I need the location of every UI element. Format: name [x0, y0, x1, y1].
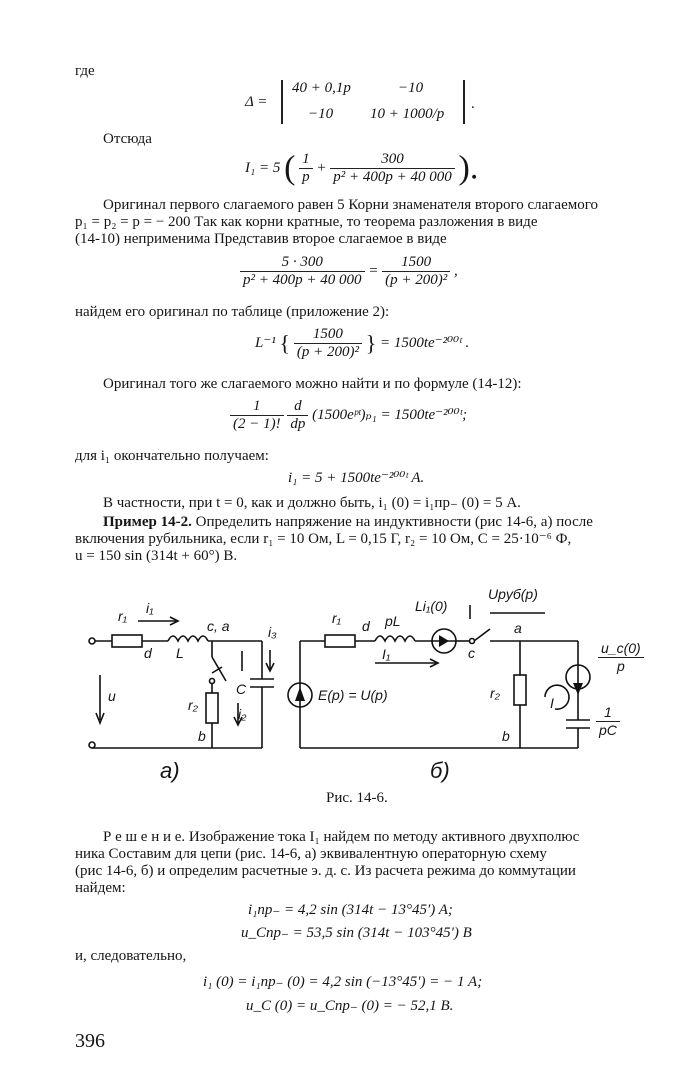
- para-10: u = 150 sin (314t + 60°) B.: [75, 548, 238, 564]
- fig-b-uc-num: u_c(0): [598, 640, 644, 658]
- det-bar-right: [463, 80, 465, 124]
- fig-a-ca: c, a: [207, 618, 230, 634]
- para-8: [103, 514, 593, 531]
- eq-uc-zero: u_C (0) = u_Cпр₋ (0) = − 52,1 B.: [246, 998, 454, 1014]
- e2-den: (p + 200)²: [296, 344, 359, 360]
- det-bar-left: [281, 80, 283, 124]
- matrix-22: 10 + 1000/p: [370, 106, 445, 122]
- para-3: (14-10) неприменима Представив второе слагаемое в виде: [75, 231, 447, 247]
- fig-a-i1: i₁: [146, 600, 154, 616]
- word-gde: где: [75, 63, 95, 79]
- fig-b-a: a: [514, 620, 522, 636]
- e3-den1: (2 − 1)!: [233, 416, 281, 432]
- e1-eq: =: [368, 262, 379, 279]
- para-6: для i₁ окончательно получаем:: [75, 448, 269, 464]
- e3-num2: d: [287, 398, 308, 416]
- fig-b-Li1: Li₁(0): [415, 598, 448, 614]
- fig-a-label: a): [160, 758, 180, 783]
- fig-a-i3: i₃: [268, 624, 277, 640]
- fig-a-b: b: [198, 728, 206, 744]
- e1-num2: 1500: [382, 254, 450, 272]
- e3-mid: (1500eᵖᵗ)ₚ₁: [312, 406, 377, 423]
- e2-num: 1500: [294, 326, 362, 344]
- fig-b-uc: [598, 640, 644, 675]
- para-7: В частности, при t = 0, как и должно быть, i₁ (0) = i₁пр₋ (0) = 5 A.: [103, 495, 521, 511]
- fig-b-r1: r₁: [332, 610, 342, 626]
- para-14: найдем:: [75, 880, 126, 896]
- e1-num: 5 · 300: [240, 254, 365, 272]
- fig-b-b: b: [502, 728, 510, 744]
- i1-frac2-den: p² + 400p + 40 000: [333, 169, 452, 186]
- i1-plus: +: [316, 160, 327, 176]
- e3-den2: dp: [290, 416, 306, 432]
- period: .: [471, 96, 475, 112]
- fig-b-cap-num: 1: [596, 704, 620, 722]
- fig-b-label: б): [430, 758, 450, 783]
- fig-b-I: I: [550, 695, 554, 711]
- para-5: Оригинал того же слагаемого можно найти и по формуле (14-12):: [103, 376, 522, 392]
- eq-residue: [230, 398, 467, 433]
- para-12: ника Составим для цепи (рис. 14-6, а) эквивалентную операторную схему: [75, 846, 547, 862]
- fig-a-i2: i₂: [238, 706, 247, 722]
- word-otsyuda: Отсюда: [103, 131, 152, 147]
- matrix-11: 40 + 0,1p: [292, 80, 351, 96]
- fig-b-cap: [596, 704, 620, 739]
- fig-b-I1: I₁: [382, 646, 391, 662]
- matrix-12: −10: [398, 80, 424, 96]
- i1-equation: I₁ = 5 ( $\frac{1}{p}$ + $\frac{300}{\text{p² + 400p + 40 000}}$ ).: [245, 149, 479, 187]
- fig-a-u: u: [108, 688, 116, 704]
- page-number: 396: [75, 1030, 105, 1052]
- e3-rhs: = 1500te⁻²⁰⁰ᵗ;: [380, 406, 468, 423]
- fig-b-uc-den: p: [616, 658, 625, 674]
- fig-a-r2: r₂: [188, 697, 199, 713]
- e1-den: p² + 400p + 40 000: [243, 272, 362, 288]
- e1-den2: (p + 200)²: [385, 272, 448, 288]
- i1-frac1-num: 1: [299, 151, 313, 169]
- example-text: Определить напряжение на индуктивности (рис 14-6, а) после: [191, 514, 593, 530]
- eq-i1-pre: i₁пр₋ = 4,2 sin (314t − 13°45′) A;: [248, 902, 453, 918]
- eq-i1-final: i₁ = 5 + 1500te⁻²⁰⁰ᵗ A.: [288, 470, 425, 486]
- eq-i1-zero: i₁ (0) = i₁пр₋ (0) = 4,2 sin (−13°45′) = − 1 A;: [203, 974, 483, 990]
- para-13: (рис 14-6, б) и определим расчетные э. д. с. Из расчета режима до коммутации: [75, 863, 576, 879]
- fig-a-L: L: [176, 645, 184, 661]
- fig-b-E: E(p) = U(p): [318, 687, 388, 703]
- para-9: включения рубильника, если r₁ = 10 Ом, L = 0,15 Г, r₂ = 10 Ом, C = 25·10⁻⁶ Ф,: [75, 531, 572, 547]
- eq-uc-pre: u_Cпр₋ = 53,5 sin (314t − 103°45′) B: [241, 925, 472, 941]
- i1-lhs: I₁ = 5: [245, 160, 281, 176]
- e2-rhs: = 1500te⁻²⁰⁰ᵗ .: [380, 334, 470, 351]
- fig-b-cap-den: pC: [599, 722, 617, 738]
- fig-a-d: d: [144, 645, 152, 661]
- eq-fraction-split: $\frac{5 \cdot 300}{\text{p² + 400p + 40 000}}$ = $\frac{1500}{\text{(p + 200)²}}$ ,: [240, 254, 458, 289]
- fig-b-r2: r₂: [490, 685, 501, 701]
- i1-frac1-den: p: [302, 169, 310, 186]
- fig-b-d: d: [362, 618, 370, 634]
- para-2: p₁ = p₂ = p = − 200 Так как корни кратные, то теорема разложения в виде: [75, 214, 538, 230]
- example-label: Пример 14-2.: [103, 514, 192, 530]
- delta-lhs: Δ =: [245, 94, 268, 110]
- fig-b-pL: pL: [385, 613, 401, 629]
- fig-a-C: C: [236, 681, 247, 697]
- fig-a-r1: r₁: [118, 608, 128, 624]
- para-15: и, следовательно,: [75, 948, 187, 964]
- e2-L: L⁻¹: [255, 334, 276, 351]
- para-11: Р е ш е н и е. Изображение тока I₁ найдем по методу активного двухполюс: [103, 829, 580, 845]
- fig-b-c: c: [468, 645, 475, 661]
- matrix-21: −10: [308, 106, 334, 122]
- para-1: Оригинал первого слагаемого равен 5 Корни знаменателя второго слагаемого: [103, 197, 599, 213]
- para-4: найдем его оригинал по таблице (приложение 2):: [75, 304, 390, 320]
- fig-b-Urub: Uрyб(p): [488, 586, 538, 602]
- eq-inverse-laplace: L⁻¹ { $\frac{1500}{\text{(p + 200)²}}$ } = 1500te⁻²⁰⁰ᵗ .: [255, 326, 470, 360]
- e3-num1: 1: [230, 398, 284, 416]
- i1-frac2-num: 300: [330, 151, 455, 169]
- figure-caption: Рис. 14-6.: [326, 790, 388, 806]
